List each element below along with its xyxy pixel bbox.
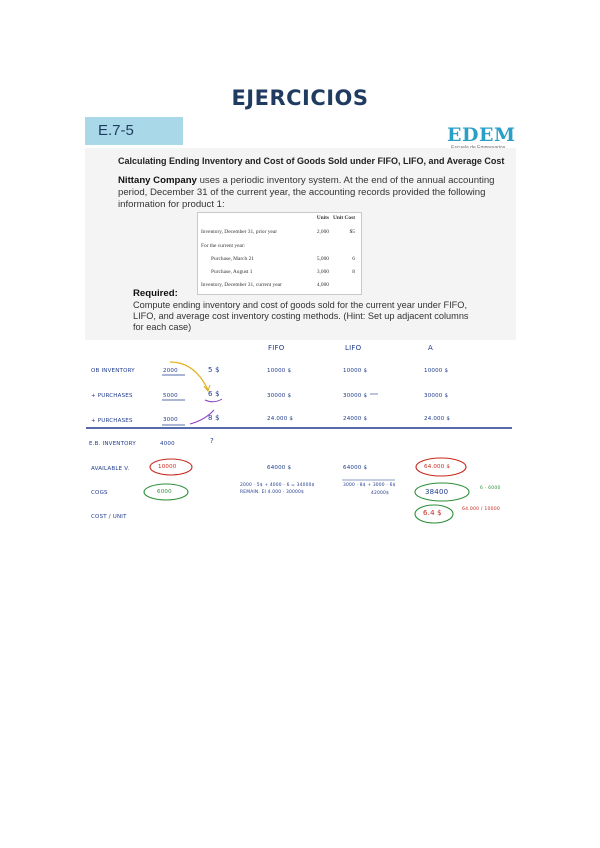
purple-underline — [205, 399, 222, 402]
yellow-arrow — [170, 362, 208, 390]
header-units: Units — [316, 215, 329, 221]
row-label: Inventory, December 31, prior year — [201, 229, 277, 235]
avg-cogs-note: 6 · 6000 — [480, 486, 501, 491]
row-label: + PURCHASES — [91, 393, 133, 399]
fifo-value: 64000 $ — [267, 465, 292, 471]
lifo-value: 30000 $ — [343, 393, 368, 399]
lifo-value: 24000 $ — [343, 416, 368, 422]
page-title: EJERCICIOS — [231, 86, 369, 110]
row-units: 10000 — [158, 464, 177, 470]
required-text: Compute ending inventory and cost of goods sold for the current year under FIFO, LIFO, and average cost inventory costing methods. (Hint: Set up adjacent columns for each case) — [133, 300, 469, 332]
row-units: 2,000 — [316, 229, 329, 235]
avg-cost-unit: 6.4 $ — [423, 509, 442, 517]
fifo-remaining-note: REMAIN. EI 4.000 · 30000$ — [240, 490, 304, 495]
fifo-value: 10000 $ — [267, 368, 292, 374]
row-units: 6000 — [157, 489, 172, 495]
row-units: 4000 — [160, 441, 175, 447]
row-cost: 5 $ — [208, 366, 220, 374]
row-label: COGS — [91, 490, 108, 496]
edem-logo: EDEM — [447, 124, 516, 146]
row-label: Purchase, March 21 — [211, 256, 254, 262]
avg-cost-note: 64.000 / 10000 — [462, 507, 500, 512]
row-units: 5000 — [163, 393, 178, 399]
row-label: AVAILABLE V. — [91, 466, 130, 472]
avg-value: 30000 $ — [424, 393, 449, 399]
row-label: For the current year: — [201, 243, 246, 249]
avg-value: 38400 — [425, 488, 449, 496]
row-cost: 8 — [352, 269, 355, 275]
row-label: Inventory, December 31, current year — [201, 282, 282, 288]
row-units: 4,000 — [316, 282, 329, 288]
row-label: + PURCHASES — [91, 418, 133, 424]
row-units: 3000 — [163, 417, 178, 423]
lifo-value: 10000 $ — [343, 368, 368, 374]
lifo-cogs-value: 42000$ — [371, 491, 389, 496]
avg-value: 24.000 $ — [424, 416, 451, 422]
row-label: COST / UNIT — [91, 514, 127, 520]
row-cost: 6 $ — [208, 390, 220, 398]
fifo-value: 30000 $ — [267, 393, 292, 399]
row-units: 3,000 — [316, 269, 329, 275]
row-label: OB INVENTORY — [91, 368, 135, 374]
col-header-avg: A — [428, 344, 433, 352]
header-unit-cost: Unit Cost — [332, 215, 355, 221]
required-label: Required: — [133, 288, 178, 299]
fifo-cogs-calc: 2000 · 5$ + 4000 · 6 = 34000$ — [240, 483, 315, 488]
col-header-fifo: FIFO — [268, 344, 285, 352]
lifo-value: 64000 $ — [343, 465, 368, 471]
row-cost: 8 $ — [208, 414, 220, 422]
row-units: 2000 — [163, 368, 178, 374]
avg-value: 64.000 $ — [424, 464, 451, 470]
unknown-mark: ? — [210, 437, 214, 445]
row-cost: $5 — [349, 229, 355, 235]
exercise-badge: E.7-5 — [85, 117, 183, 145]
company-name: Nittany Company — [118, 175, 197, 186]
row-units: 5,000 — [316, 256, 329, 262]
lifo-cogs-calc: 3000 · 8$ + 3000 · 6$ — [343, 483, 396, 488]
fifo-value: 24.000 $ — [267, 416, 294, 422]
row-label: Purchase, August 1 — [211, 269, 253, 275]
col-header-lifo: LIFO — [345, 344, 362, 352]
avg-value: 10000 $ — [424, 368, 449, 374]
row-cost: 6 — [352, 256, 355, 262]
row-label: E.B. INVENTORY — [89, 441, 136, 447]
problem-title: Calculating Ending Inventory and Cost of Goods Sold under FIFO, LIFO, and Average Cost — [118, 156, 505, 166]
intro-text: uses a periodic inventory system. At the end of the annual accounting period, December 31 of the current year, the accounting records provided the following information for product 1: — [118, 175, 495, 210]
